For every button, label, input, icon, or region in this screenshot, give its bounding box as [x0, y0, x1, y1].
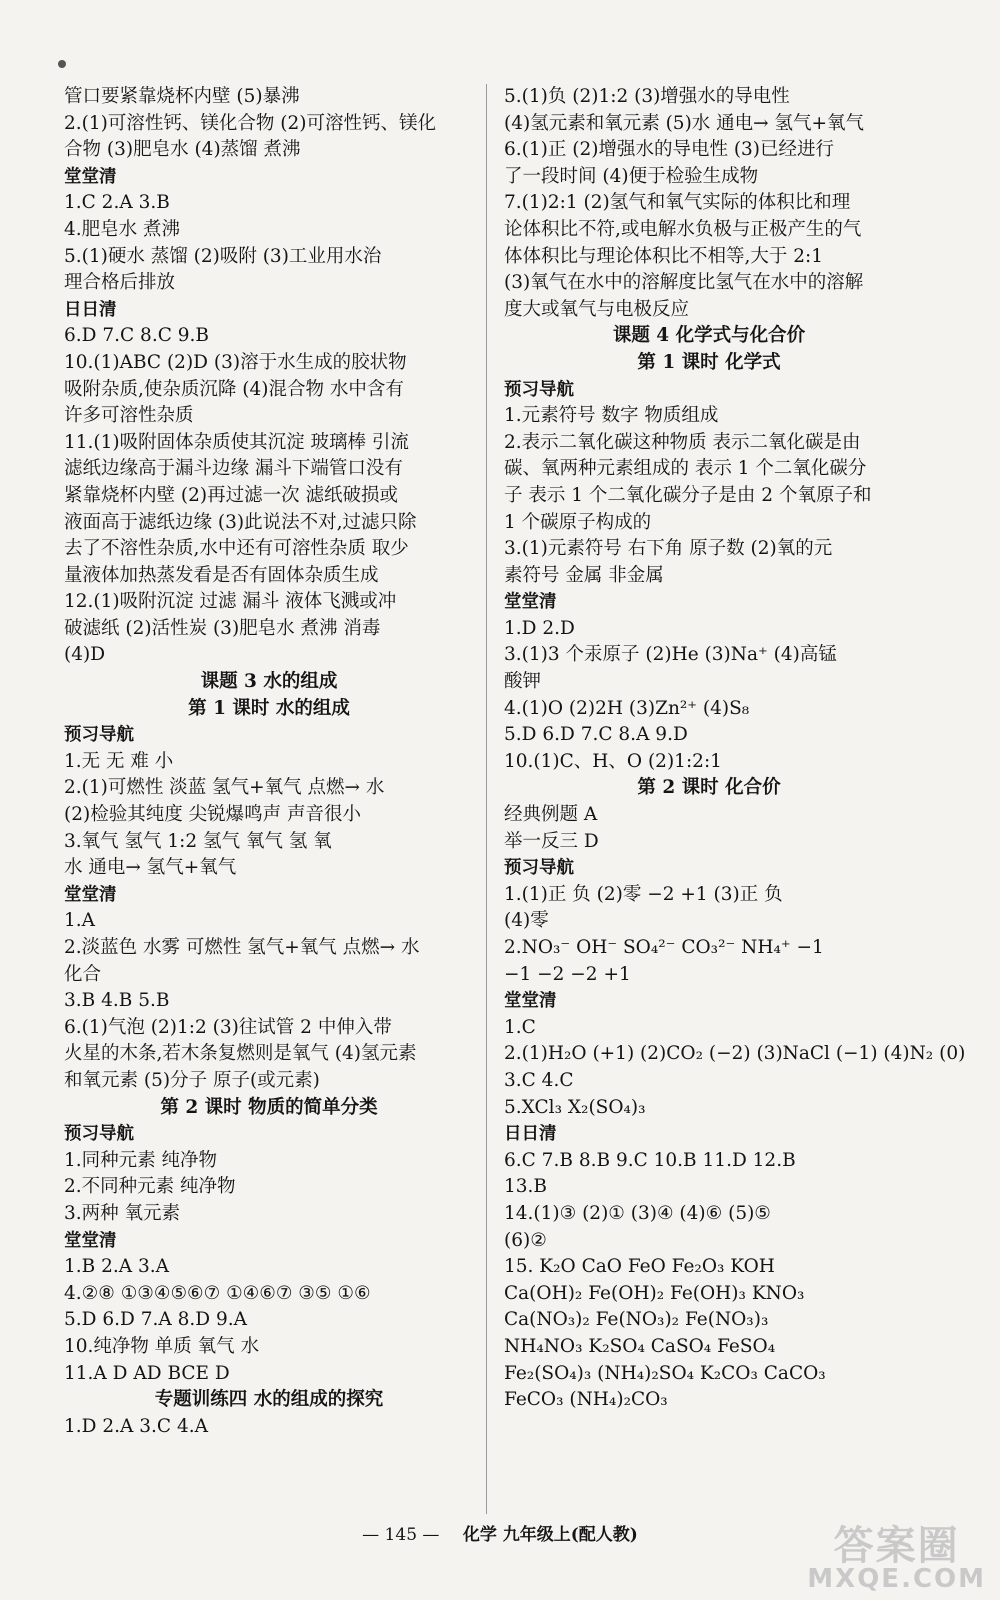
- answer-line: 合物 (3)肥皂水 (4)蒸馏 煮沸: [64, 139, 301, 161]
- watermark-title: 答案圈: [833, 1523, 960, 1569]
- answer-line: 紧靠烧杯内壁 (2)再过滤一次 滤纸破损或: [64, 484, 398, 506]
- answer-line: 举一反三 D: [504, 830, 599, 852]
- answer-line: 经典例题 A: [504, 804, 598, 826]
- answer-line: 3.(1)元素符号 右下角 原子数 (2)氧的元: [504, 538, 833, 560]
- answer-line: 15. K₂O CaO FeO Fe₂O₃ KOH: [504, 1256, 775, 1278]
- answer-line: 体体积比与理论体积比不相等,大于 2:1: [504, 245, 824, 267]
- answer-line: Fe₂(SO₄)₃ (NH₄)₂SO₄ K₂CO₃ CaCO₃: [504, 1362, 826, 1384]
- answer-line: 度大或氧气与电极反应: [504, 298, 690, 320]
- answer-line: 5.XCl₃ X₂(SO₄)₃: [504, 1096, 646, 1118]
- answer-line: 3.两种 氧元素: [64, 1202, 181, 1224]
- subsection-heading: 堂堂清: [64, 166, 117, 187]
- section-title: 课题 3 水的组成: [200, 671, 338, 693]
- section-title: 专题训练四 水的组成的探究: [154, 1389, 384, 1411]
- section-title: 第 2 课时 物质的简单分类: [160, 1096, 378, 1118]
- answer-line: 许多可溶性杂质: [64, 405, 194, 427]
- answer-line: (4)D: [64, 644, 106, 666]
- answer-line: 2.NO₃⁻ OH⁻ SO₄²⁻ CO₃²⁻ NH₄⁺ −1: [504, 937, 824, 958]
- answer-line: 2.(1)可燃性 淡蓝 氢气+氧气 点燃→ 水: [64, 777, 385, 799]
- subsection-heading: 预习导航: [504, 858, 574, 879]
- answer-line: 6.(1)气泡 (2)1:2 (3)往试管 2 中伸入带: [64, 1016, 392, 1038]
- watermark-url: MXQE.COM: [807, 1564, 986, 1594]
- answer-line: (4)氢元素和氧元素 (5)水 通电→ 氢气+氧气: [504, 112, 865, 134]
- answer-line: (6)②: [504, 1229, 547, 1251]
- answer-line: 6.C 7.B 8.B 9.C 10.B 11.D 12.B: [504, 1149, 796, 1171]
- answer-line: 3.(1)3 个汞原子 (2)He (3)Na⁺ (4)高锰: [504, 644, 837, 666]
- section-title: 第 1 课时 化学式: [637, 351, 781, 373]
- answer-line: 量液体加热蒸发看是否有固体杂质生成: [64, 564, 379, 586]
- answer-line: 3.B 4.B 5.B: [64, 990, 170, 1012]
- answer-line: 1.(1)正 负 (2)零 −2 +1 (3)正 负: [504, 883, 783, 905]
- section-title: 课题 4 化学式与化合价: [612, 325, 806, 347]
- column-divider: [486, 84, 487, 1514]
- answer-line: 14.(1)③ (2)① (3)④ (4)⑥ (5)⑤: [504, 1202, 771, 1224]
- answer-line: 5.D 6.D 7.C 8.A 9.D: [504, 724, 688, 746]
- subsection-heading: 堂堂清: [64, 884, 117, 905]
- answer-line: 3.氧气 氢气 1:2 氢气 氧气 氢 氧: [64, 830, 332, 852]
- subsection-heading: 日日清: [504, 1124, 557, 1145]
- answer-line: 2.(1)H₂O (+1) (2)CO₂ (−2) (3)NaCl (−1) (4)N₂ (0): [504, 1043, 966, 1065]
- section-title: 第 2 课时 化合价: [637, 777, 781, 799]
- answer-line: 滤纸边缘高于漏斗边缘 漏斗下端管口没有: [64, 458, 403, 480]
- answer-line: 火星的木条,若木条复燃则是氧气 (4)氢元素: [64, 1043, 417, 1065]
- answer-line: 子 表示 1 个二氧化碳分子是由 2 个氧原子和: [504, 484, 872, 506]
- answer-line: 1.B 2.A 3.A: [64, 1256, 170, 1278]
- answer-line: 1.C 2.A 3.B: [64, 192, 170, 214]
- subsection-heading: 堂堂清: [64, 1230, 117, 1251]
- subsection-heading: 堂堂清: [504, 592, 557, 613]
- answer-line: 1.D 2.A 3.C 4.A: [64, 1415, 208, 1437]
- answer-line: 10.纯净物 单质 氧气 水: [64, 1335, 260, 1357]
- answer-line: 10.(1)C、H、O (2)1:2:1: [504, 750, 722, 772]
- answer-line: 2.不同种元素 纯净物: [64, 1176, 236, 1198]
- answer-line: 破滤纸 (2)活性炭 (3)肥皂水 煮沸 消毒: [64, 617, 381, 639]
- answer-line: 4.②⑧ ①③④⑤⑥⑦ ①④⑥⑦ ③⑤ ①⑥: [64, 1282, 371, 1304]
- answer-line: FeCO₃ (NH₄)₂CO₃: [504, 1389, 668, 1411]
- answer-line: −1 −2 −2 +1: [504, 963, 631, 985]
- answer-line: (3)氧气在水中的溶解度比氢气在水中的溶解: [504, 272, 864, 294]
- answer-column-left: [64, 84, 474, 1440]
- subsection-heading: 堂堂清: [504, 991, 557, 1012]
- answer-line: 13.B: [504, 1176, 548, 1198]
- ink-dot: [58, 60, 66, 68]
- answer-line: 3.C 4.C: [504, 1069, 574, 1091]
- answer-line: 6.D 7.C 8.C 9.B: [64, 325, 209, 347]
- answer-line: 碳、氧两种元素组成的 表示 1 个二氧化碳分: [504, 458, 867, 480]
- answer-line: 1.D 2.D: [504, 617, 575, 639]
- answer-line: 1.无 无 难 小: [64, 750, 174, 772]
- answer-line: 10.(1)ABC (2)D (3)溶于水生成的胶状物: [64, 351, 407, 373]
- answer-line: 吸附杂质,使杂质沉降 (4)混合物 水中含有: [64, 378, 404, 400]
- answer-line: 7.(1)2:1 (2)氢气和氧气实际的体积比和理: [504, 192, 851, 214]
- answer-line: (4)零: [504, 910, 549, 932]
- answer-line: 液面高于滤纸边缘 (3)此说法不对,过滤只除: [64, 511, 417, 533]
- answer-line: 4.肥皂水 煮沸: [64, 218, 181, 240]
- answer-line: 管口要紧靠烧杯内壁 (5)暴沸: [64, 86, 300, 107]
- subsection-heading: 预习导航: [64, 1124, 134, 1145]
- answer-line: 4.(1)O (2)2H (3)Zn²⁺ (4)S₈: [504, 697, 750, 719]
- answer-line: 2.淡蓝色 水雾 可燃性 氢气+氧气 点燃→ 水: [64, 937, 420, 958]
- answer-line: 去了不溶性杂质,水中还有可溶性杂质 取少: [64, 538, 409, 560]
- answer-line: 1.C: [504, 1016, 536, 1038]
- subsection-heading: 日日清: [64, 299, 117, 320]
- answer-line: 2.(1)可溶性钙、镁化合物 (2)可溶性钙、镁化: [64, 112, 436, 134]
- answer-line: 1.同种元素 纯净物: [64, 1149, 218, 1171]
- watermark-logo: [807, 1523, 986, 1594]
- answer-line: 理合格后排放: [64, 272, 176, 294]
- answer-line: 11.A D AD BCE D: [64, 1362, 230, 1384]
- answer-line: 化合: [64, 963, 102, 985]
- answer-line: 酸钾: [504, 671, 542, 693]
- answer-line: 6.(1)正 (2)增强水的导电性 (3)已经进行: [504, 139, 835, 161]
- answer-line: 11.(1)吸附固体杂质使其沉淀 玻璃棒 引流: [64, 431, 409, 453]
- answer-line: 素符号 金属 非金属: [504, 564, 664, 586]
- answer-line: 2.表示二氧化碳这种物质 表示二氧化碳是由: [504, 431, 861, 453]
- answer-line: 1 个碳原子构成的: [504, 511, 652, 533]
- section-title: 第 1 课时 水的组成: [188, 697, 350, 719]
- answer-line: 12.(1)吸附沉淀 过滤 漏斗 液体飞溅或冲: [64, 591, 397, 613]
- page-number: — 145 —: [362, 1525, 440, 1545]
- answer-line: 5.D 6.D 7.A 8.D 9.A: [64, 1309, 247, 1331]
- answer-line: 1.元素符号 数字 物质组成: [504, 405, 719, 427]
- answer-line: 了一段时间 (4)便于检验生成物: [504, 165, 759, 187]
- answer-line: 和氧元素 (5)分子 原子(或元素): [64, 1069, 320, 1091]
- answer-line: NH₄NO₃ K₂SO₄ CaSO₄ FeSO₄: [504, 1335, 776, 1357]
- answer-column-right: [504, 84, 966, 1414]
- answer-line: Ca(NO₃)₂ Fe(NO₃)₂ Fe(NO₃)₃: [504, 1309, 769, 1331]
- answer-line: 5.(1)负 (2)1:2 (3)增强水的导电性: [504, 86, 790, 107]
- answer-line: (2)检验其纯度 尖锐爆鸣声 声音很小: [64, 804, 361, 826]
- answer-line: 1.A: [64, 910, 96, 932]
- subsection-heading: 预习导航: [64, 725, 134, 746]
- answer-line: 论体积比不符,或电解水负极与正极产生的气: [504, 218, 862, 240]
- subject-label: 化学 九年级上(配人教): [462, 1525, 638, 1545]
- answer-line: Ca(OH)₂ Fe(OH)₂ Fe(OH)₃ KNO₃: [504, 1282, 805, 1304]
- answer-line: 5.(1)硬水 蒸馏 (2)吸附 (3)工业用水治: [64, 245, 382, 267]
- subsection-heading: 预习导航: [504, 379, 574, 400]
- answer-line: 水 通电→ 氢气+氧气: [64, 857, 237, 879]
